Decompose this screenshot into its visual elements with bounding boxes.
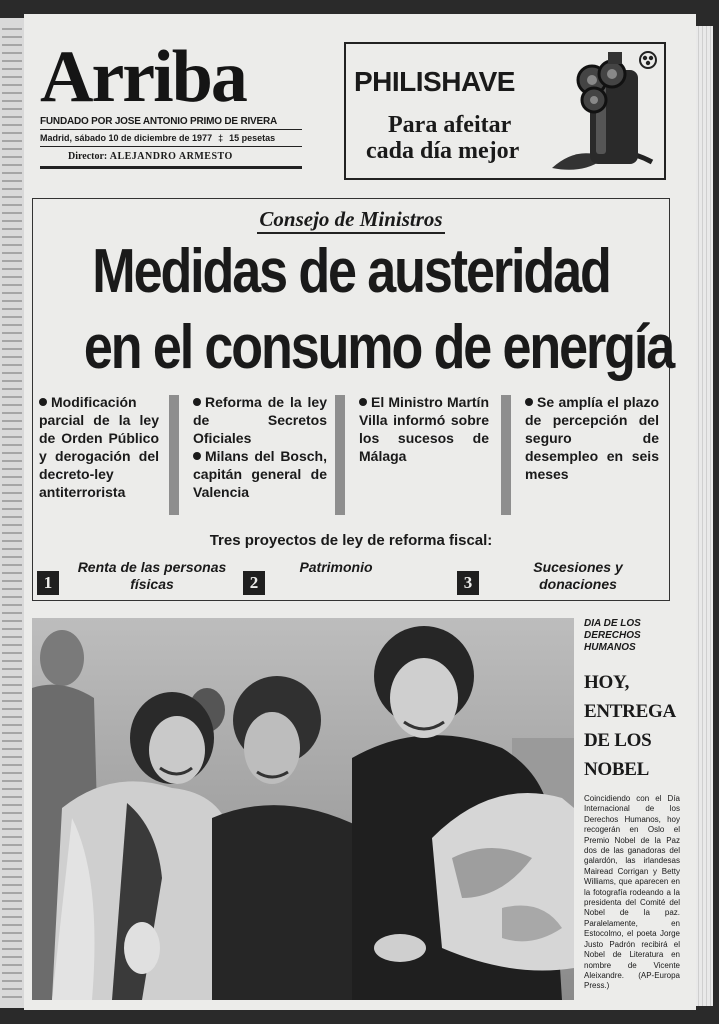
director-line <box>40 151 302 162</box>
summary-item <box>193 447 327 501</box>
bullet-icon <box>39 398 47 406</box>
column-divider <box>169 395 179 515</box>
philishave-ad <box>344 42 666 180</box>
sidebar-title <box>584 668 680 784</box>
bullet-icon <box>193 452 201 460</box>
issue-date: Madrid, sábado 10 de diciembre de 1977 <box>40 133 213 143</box>
adjacent-page-strip <box>0 18 24 1008</box>
summary-column <box>39 393 159 501</box>
summary-column <box>193 393 327 501</box>
summary-columns <box>35 393 665 521</box>
reform-item: Renta de las personas físicas <box>77 559 227 592</box>
nobel-photograph <box>32 618 574 1000</box>
nobel-sidebar <box>584 618 680 992</box>
sidebar-label: DIA DE LOS DERECHOS HUMANOS <box>584 618 641 653</box>
newspaper-page <box>24 14 696 1010</box>
sidebar-body: Coincidiendo con el Día Internacional de los Derechos Humanos, hoy recogerán en Oslo el Premio Nobel de la Paz dos de las ganadoras del galardón, las irlandesas Mairead Corrigan y Betty Williams, que aparecen en la fotografía rodeando a la presidenta del Comité del Nobel de la paz. Paralelamente, en Estocolmo, el poeta Jorge Justo Padrón recibirá el Nobel de Literatura en nombre de Vicente Aleixandre. (AP-Europa Press.) <box>584 794 680 991</box>
bullet-icon <box>193 398 201 406</box>
shaver-illustration <box>542 50 660 178</box>
column-divider <box>501 395 511 515</box>
issue-mark: ‡ <box>218 133 224 143</box>
summary-text: El Ministro Martín Villa informó sobre los sucesos de Málaga <box>359 394 489 464</box>
summary-item <box>193 393 327 447</box>
sidebar-title-line: ENTREGA <box>584 701 676 722</box>
reform-item: Sucesiones y donaciones <box>533 559 623 592</box>
sidebar-title-line: HOY, <box>584 672 630 693</box>
sidebar-title-line: NOBEL <box>584 759 650 780</box>
reform-number: 2 <box>243 571 265 595</box>
summary-text: Milans del Bosch, capitán general de Valencia <box>193 448 327 500</box>
summary-item <box>525 393 659 483</box>
sidebar-title-line: DE LOS <box>584 730 652 751</box>
director-name: ALEJANDRO ARMESTO <box>109 151 233 162</box>
lead-kicker <box>33 207 669 232</box>
masthead-rule <box>40 166 302 169</box>
lead-story-box <box>32 198 674 601</box>
dateline <box>40 133 302 147</box>
summary-column <box>359 393 489 465</box>
headline-line1: Medidas de austeridad <box>92 237 610 306</box>
reform-number: 3 <box>457 571 479 595</box>
ad-slogan-line1: Para afeitar <box>388 112 512 138</box>
summary-text: Reforma de la ley de Secretos Oficiales <box>193 394 327 446</box>
reform-number: 1 <box>37 571 59 595</box>
photo-illustration <box>32 618 574 1000</box>
reform-title: Tres proyectos de ley de reforma fiscal: <box>209 532 493 549</box>
issue-price: 15 pesetas <box>229 133 276 143</box>
ad-brand: PHILISHAVE <box>354 66 515 97</box>
adjacent-page-text <box>2 28 22 1003</box>
headline-line2: en el consumo de energía <box>83 313 674 382</box>
summary-item <box>39 393 159 501</box>
bullet-icon <box>359 398 367 406</box>
masthead <box>40 36 302 169</box>
summary-text: Modificación parcial de la ley de Orden Público y derogación del decreto-ley antiterrorista <box>39 394 159 500</box>
director-label: Director: <box>68 151 108 162</box>
summary-text: Se amplía el plazo de percepción del seguro de desempleo en seis meses <box>525 394 659 482</box>
bullet-icon <box>525 398 533 406</box>
kicker-text: Consejo de Ministros <box>257 207 444 234</box>
summary-column <box>525 393 659 483</box>
newspaper-logo: Arriba <box>40 36 246 118</box>
summary-item <box>359 393 489 465</box>
column-divider <box>335 395 345 515</box>
founded-line: FUNDADO POR JOSE ANTONIO PRIMO DE RIVERA <box>40 116 302 130</box>
reform-item: Patrimonio <box>299 559 373 575</box>
ad-slogan-line2: cada día mejor <box>366 138 520 164</box>
